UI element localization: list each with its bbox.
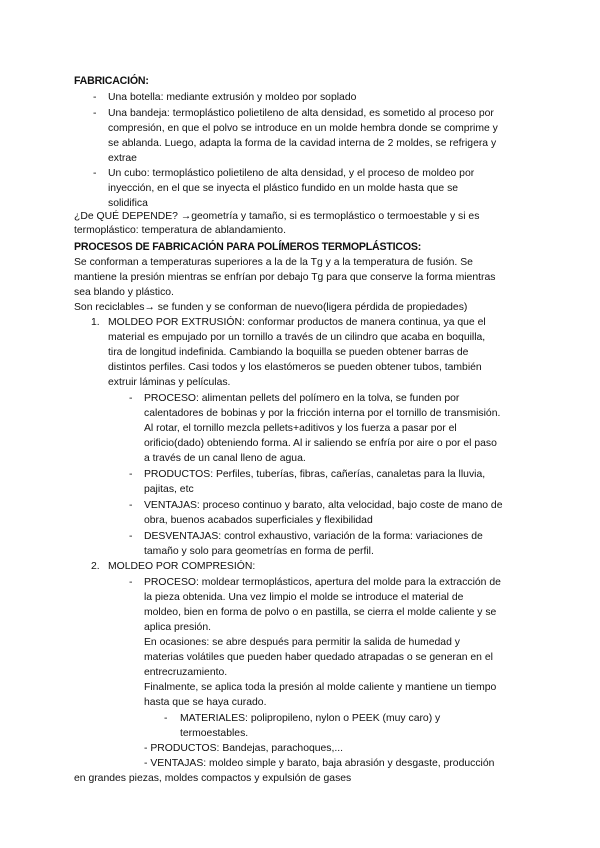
intro-line: sea blando y plástico. [74,287,174,298]
sub-line: moldeo, bien en forma de polvo o en pastilla, se cierra el molde caliente y se [144,607,497,618]
intro-line: Se conforman a temperaturas superiores a la de la Tg y a la temperatura de fusión. Se [74,257,473,268]
sub-line: hasta que se haya curado. [144,697,267,708]
intro-line: Son reciclables→ se funden y se conforman de nuevo(ligera pérdida de propiedades) [74,302,468,313]
bullet-line: Un cubo: termoplástico polietileno de alta densidad, y el proceso de moldeo por [108,168,475,179]
bullet-dash: - [93,108,97,119]
sub-dash: - [129,500,133,511]
depende-line: ¿De QUÉ DEPENDE? →geometría y tamaño, si es termoplástico o termoestable y si es [74,211,480,222]
bullet-line: extrae [108,153,137,164]
item1-line: distintos perfiles. Casi todos y los elastómeros se pueden obtener tubos, también [108,362,482,373]
sub-dash: - [129,531,133,542]
bullet-line: inyección, en el que se inyecta el plástico fundido en un molde hasta que se [108,183,459,194]
productos-line: - PRODUCTOS: Bandejas, parachoques,... [144,743,344,754]
sub-line: termoestables. [180,728,249,739]
bullet-line: Una botella: mediante extrusión y moldeo por soplado [108,92,357,103]
bullet-line: se ablanda. Luego, adapta la forma de la cavidad interna de 2 moldes, se refrigera y [108,138,497,149]
item2-title: MOLDEO POR COMPRESIÓN: [108,561,256,572]
sub-dash: - [129,469,133,480]
depende-line: termoplástico: temperatura de ablandamiento. [74,225,286,236]
sub-line: a través de un canal lleno de agua. [144,453,306,464]
sub-line: tamaño y solo para geometrías en forma de perfil. [144,546,374,557]
bullet-dash: - [93,168,97,179]
item1-line: extruir láminas y películas. [108,377,231,388]
bullet-line: compresión, en que el polvo se introduce en un molde hembra donde se comprime y [108,123,498,134]
sub-line: DESVENTAJAS: control exhaustivo, variación de la forma: variaciones de [144,531,483,542]
sub-line: PRODUCTOS: Perfiles, tuberías, fibras, cañerías, canaletas para la lluvia, [144,469,486,480]
sub-line: Al rotar, el tornillo mezcla pellets+aditivos y los fuerza a pasar por el [144,423,457,434]
bullet-line: solidifica [108,198,148,209]
sub-dash: - [164,713,168,724]
sub-line: En ocasiones: se abre después para permitir la salida de humedad y [144,637,460,648]
sub-line: obra, buenos acabados superficiales y flexibilidad [144,515,373,526]
heading-procesos: PROCESOS DE FABRICACIÓN PARA POLÍMEROS TERMOPLÁSTICOS: [74,241,422,253]
sub-line: Finalmente, se aplica toda la presión al molde caliente y mantiene un tiempo [144,682,497,693]
heading-fabricacion: FABRICACIÓN: [74,75,149,87]
ventajas-line: en grandes piezas, moldes compactos y expulsión de gases [74,773,352,784]
sub-line: pajitas, etc [144,484,194,495]
sub-line: aplica presión. [144,622,212,633]
intro-line: mantiene la presión mientras se enfrían por debajo Tg para que conserve la forma mientras [74,272,496,283]
list-number: 2. [91,561,100,572]
sub-dash: - [129,393,133,404]
sub-line: la pieza obtenida. Una vez limpio el molde se introduce el material de [144,592,464,603]
sub-line: VENTAJAS: proceso continuo y barato, alta velocidad, bajo coste de mano de [144,500,503,511]
bullet-dash: - [93,92,97,103]
sub-dash: - [129,577,133,588]
list-number: 1. [91,317,100,328]
sub-line: entrecruzamiento. [144,667,228,678]
sub-line: PROCESO: moldear termoplásticos, apertura del molde para la extracción de [144,577,501,588]
bullet-line: Una bandeja: termoplástico polietileno de alta densidad, es sometido al proceso por [108,108,494,119]
sub-line: PROCESO: alimentan pellets del polímero en la tolva, se funden por [144,393,460,404]
sub-line: materias volátiles que pueden haber quedado atrapadas o se generan en el [144,652,493,663]
sub-line: calentadores de bobinas y por la fricción interna por el tornillo de transmisión. [144,408,501,419]
item1-line: MOLDEO POR EXTRUSIÓN: conformar productos de manera continua, ya que el [108,317,486,328]
item1-line: material es empujado por un tornillo a través de un cilindro que acaba en boquilla, [108,332,486,343]
sub-line: MATERIALES: polipropileno, nylon o PEEK (muy caro) y [180,713,441,724]
sub-line: orificio(dado) obteniendo forma. Al ir saliendo se enfría por aire o por el paso [144,438,497,449]
ventajas-line: - VENTAJAS: moldeo simple y barato, baja abrasión y desgaste, producción [144,758,495,769]
item1-line: tira de longitud indefinida. Cambiando la boquilla se pueden obtener barras de [108,347,469,358]
